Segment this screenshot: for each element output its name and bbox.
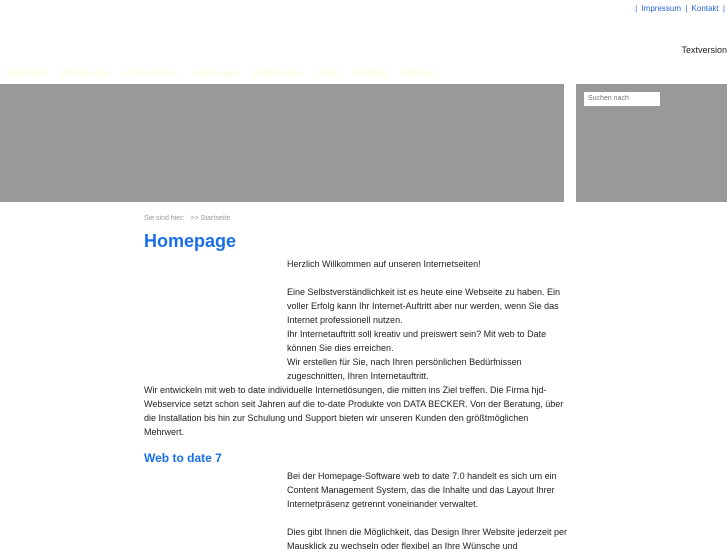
- intro-text: Herzlich Willkommen auf unseren Internetseiten!: [287, 259, 481, 269]
- nav-item-links[interactable]: Links: [315, 68, 340, 78]
- paragraph-5: Bei der Homepage-Software web to date 7.0 handelt es sich um ein Content Management System, das die Inhalte und das Layout Ihrer Internetpräsenz getrennt voneinander verwaltet.: [287, 471, 557, 509]
- paragraph-2: Ihr Internetauftritt soll kreativ und preiswert sein? Mit web to Date können Sie dies erreichen.: [287, 329, 547, 353]
- nav-item-referenzen[interactable]: Referenzen: [253, 68, 302, 78]
- page-title: Homepage: [144, 231, 237, 251]
- separator: |: [635, 4, 638, 13]
- search-input[interactable]: [584, 92, 660, 106]
- separator: |: [685, 4, 688, 13]
- paragraph-6: Dies gibt Ihnen die Möglichkeit, das Design Ihrer Website jederzeit per Mausklick zu wechseln oder flexibel an Ihre Wünsche und: [287, 527, 567, 551]
- header-banner: [0, 84, 564, 202]
- nav-item-startseite[interactable]: Startseite: [6, 68, 48, 78]
- separator: |: [722, 4, 725, 13]
- breadcrumb-current[interactable]: >> Startseite: [190, 215, 231, 222]
- breadcrumb-prefix: Sie sind hier:: [144, 215, 185, 222]
- paragraph-1: Eine Selbstverständlichkeit ist es heute eine Webseite zu haben. Ein voller Erfolg kann Ihr Internet-Auftritt aber nur werden, wenn Sie das Internet professionell nutzen.: [287, 287, 560, 325]
- nav-item-sitemap[interactable]: Sitemap: [400, 68, 436, 78]
- breadcrumb: [144, 215, 230, 222]
- textversion-link[interactable]: Textversion: [681, 45, 727, 55]
- paragraph-4: Wir entwickeln mit web to date individuelle Internetlösungen, die mitten ins Ziel treffen. Die Firma hjd-Webservice setzt schon seit Jahren auf die to-date Produkte von DATA BECKER. Von der Beratung, über die Installation bis hin zur Schulung und Support bieten wir unseren Kunden den größtmöglichen Mehrwert.: [144, 385, 564, 437]
- section-title-web-to-date: Web to date 7: [144, 451, 222, 465]
- nav-item-kontakt[interactable]: Kontakt: [353, 68, 387, 78]
- nav-item-ecommerce[interactable]: e-Commerce: [122, 68, 178, 78]
- search-panel: [576, 84, 727, 202]
- paragraph-3: Wir erstellen für Sie, nach Ihren persönlichen Bedürfnissen zugeschnitten, Ihren Internetauftritt.: [287, 357, 522, 381]
- nav-item-webdesign[interactable]: Webdesign: [61, 68, 109, 78]
- kontakt-link[interactable]: Kontakt: [691, 4, 719, 13]
- impressum-link[interactable]: Impressum: [641, 4, 681, 13]
- nav-item-leistungen[interactable]: Leistungen: [191, 68, 240, 78]
- top-links: [633, 4, 727, 13]
- main-nav: [6, 68, 450, 78]
